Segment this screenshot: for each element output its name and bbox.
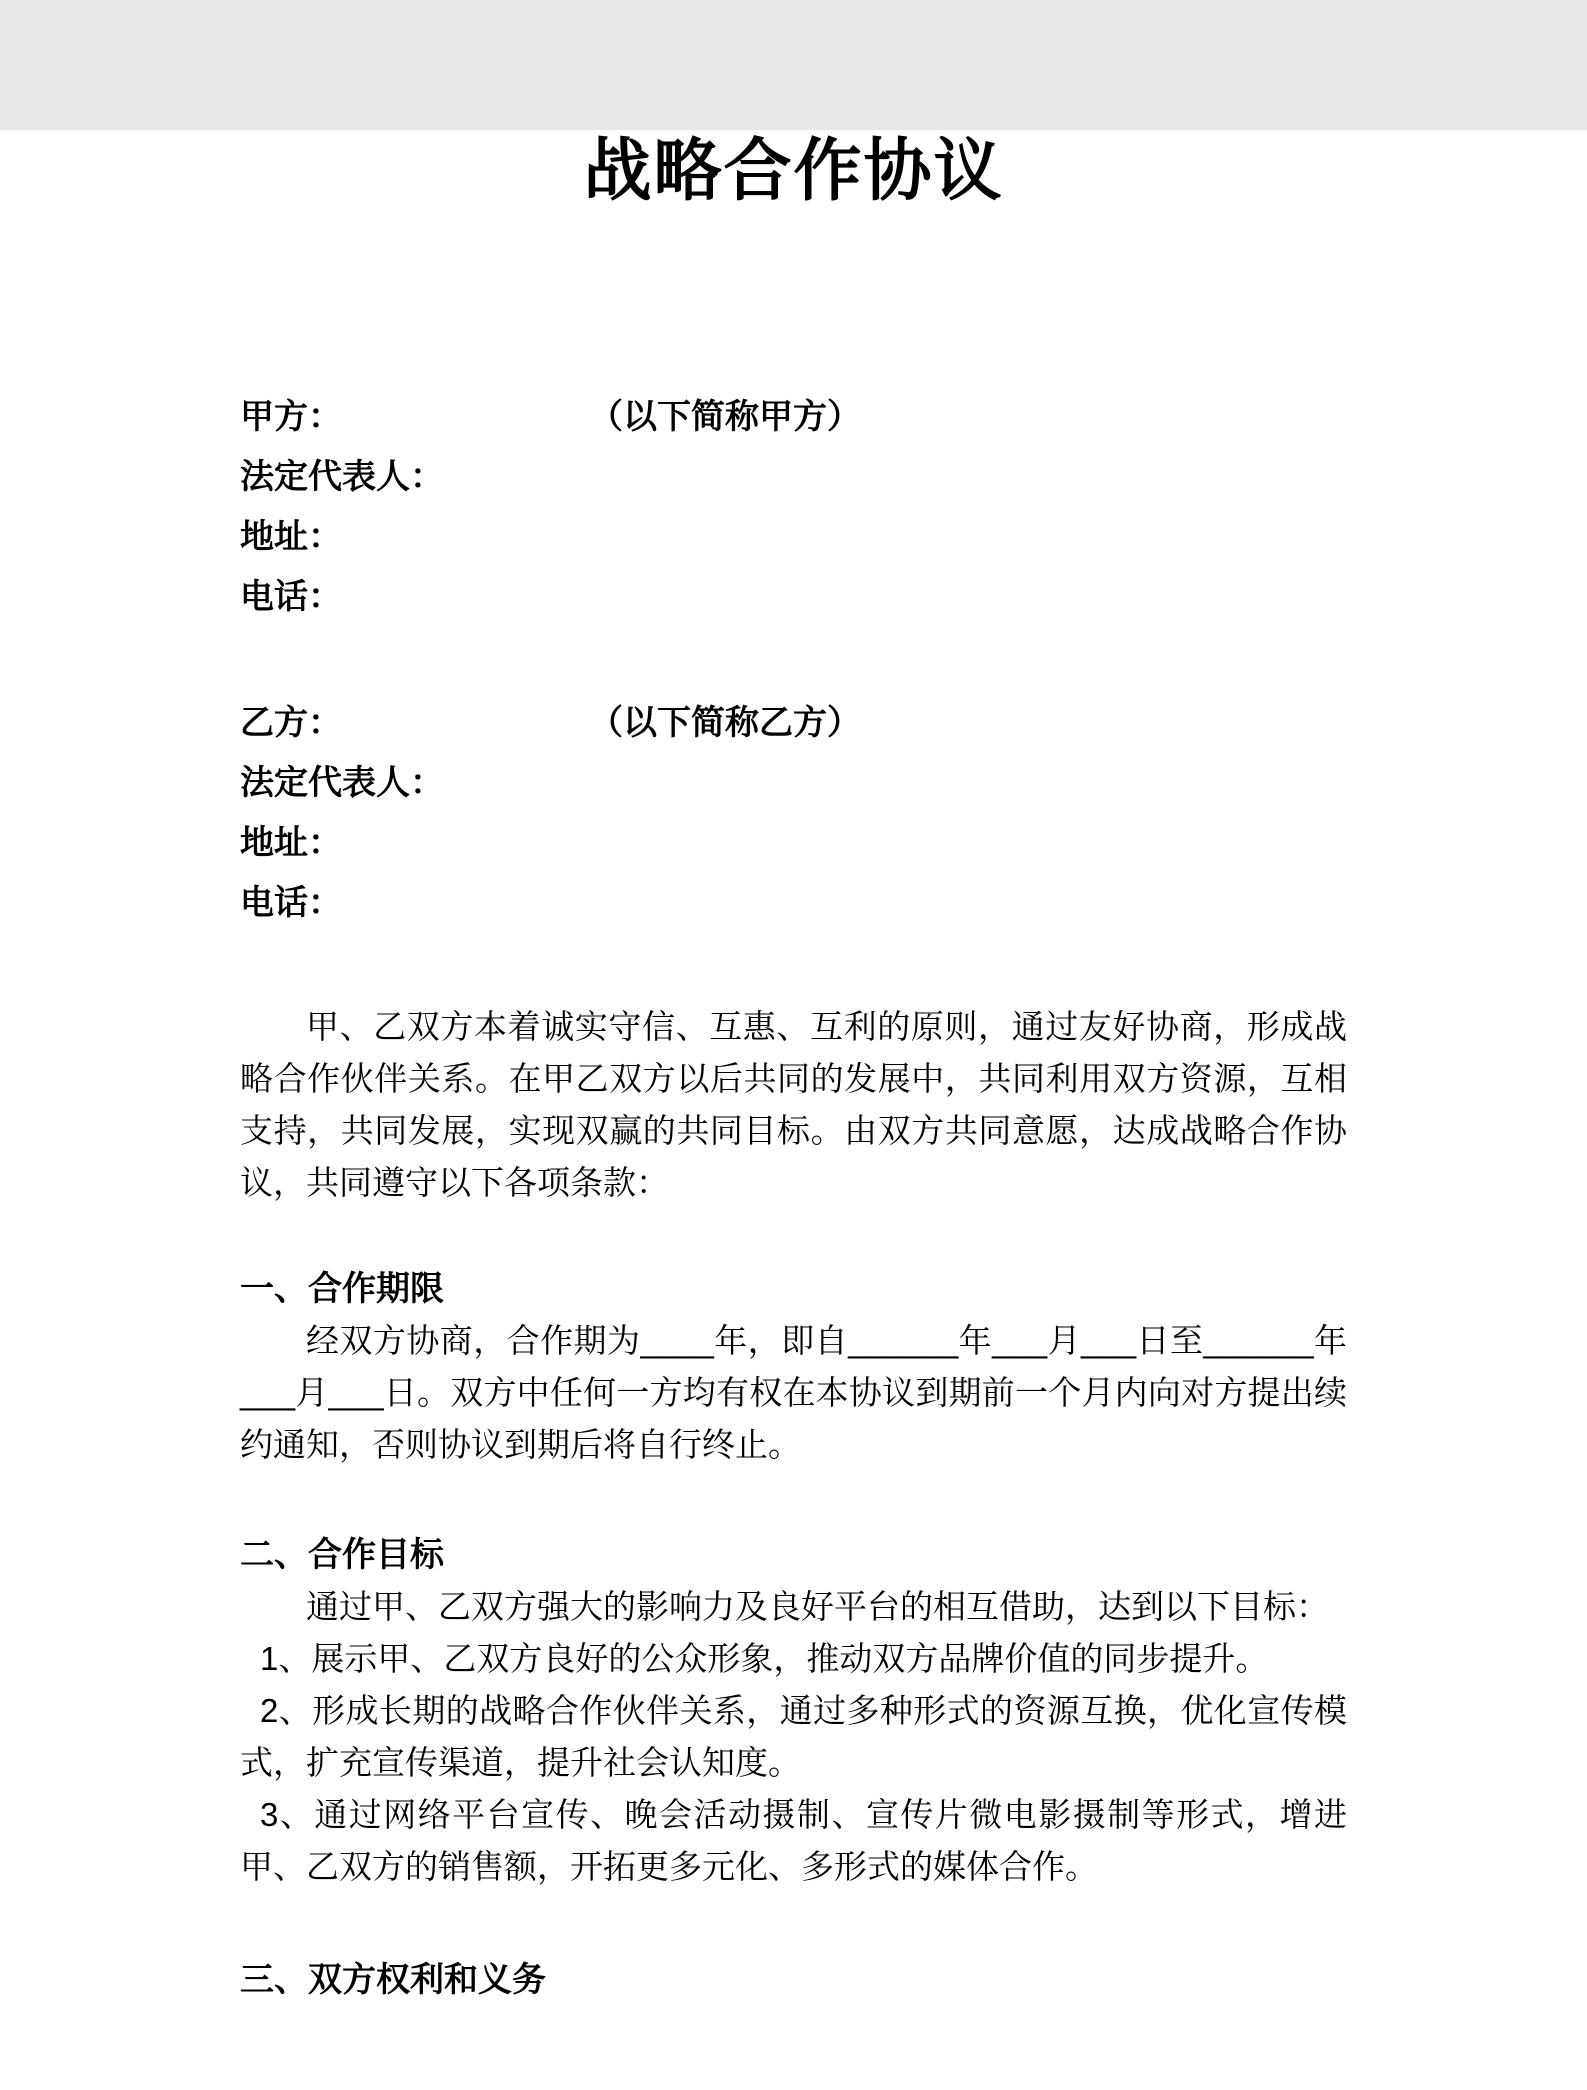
party-a-legal-rep-label: 法定代表人： <box>240 458 444 496</box>
section-2-lead: 通过甲、乙双方强大的影响力及良好平台的相互借助，达到以下目标： <box>306 1588 1329 1625</box>
party-a-alias: （以下简称甲方） <box>589 398 861 436</box>
party-b-block <box>240 693 1347 933</box>
section-2-item-1: 1、展示甲、乙双方良好的公众形象，推动双方品牌价值的同步提升。 <box>260 1640 1269 1677</box>
section-2-item-3: 3、通过网络平台宣传、晚会活动摄制、宣传片微电影摄制等形式，增进甲、乙双方的销售额，开拓更多元化、多形式的媒体合作。 <box>240 1796 1347 1885</box>
party-a-phone-label: 电话： <box>240 578 342 616</box>
party-b-address-label: 地址： <box>240 824 342 862</box>
contract-document-page <box>0 130 1587 2090</box>
party-b-name-label: 乙方： <box>240 704 342 742</box>
section-3-heading: 三、双方权利和义务 <box>240 1961 546 1999</box>
section-1-paragraph: 经双方协商，合作期为____年，即自______年___月___日至______年___月___日。双方中任何一方均有权在本协议到期前一个月内向对方提出续约通知，否则协议到期后将自行终止。 <box>240 1322 1347 1463</box>
party-b-alias: （以下简称乙方） <box>589 704 861 742</box>
intro-paragraph: 甲、乙双方本着诚实守信、互惠、互利的原则，通过友好协商，形成战略合作伙伴关系。在甲乙双方以后共同的发展中，共同利用双方资源，互相支持，共同发展，实现双赢的共同目标。由双方共同意愿，达成战略合作协议，共同遵守以下各项条款： <box>240 1008 1347 1201</box>
document-title: 战略合作协议 <box>583 133 1004 209</box>
party-a-address-label: 地址： <box>240 518 342 556</box>
section-2-heading: 二、合作目标 <box>240 1536 444 1574</box>
section-2-item-2: 2、形成长期的战略合作伙伴关系，通过多种形式的资源互换，优化宣传模式，扩充宣传渠道，提升社会认知度。 <box>240 1692 1347 1781</box>
party-a-name-label: 甲方： <box>240 398 342 436</box>
party-b-legal-rep-label: 法定代表人： <box>240 764 444 802</box>
party-b-name-line <box>240 693 1347 753</box>
party-a-block <box>240 387 1347 627</box>
party-a-name-line <box>240 387 1347 447</box>
section-1-heading: 一、合作期限 <box>240 1270 444 1308</box>
party-b-phone-label: 电话： <box>240 884 342 922</box>
